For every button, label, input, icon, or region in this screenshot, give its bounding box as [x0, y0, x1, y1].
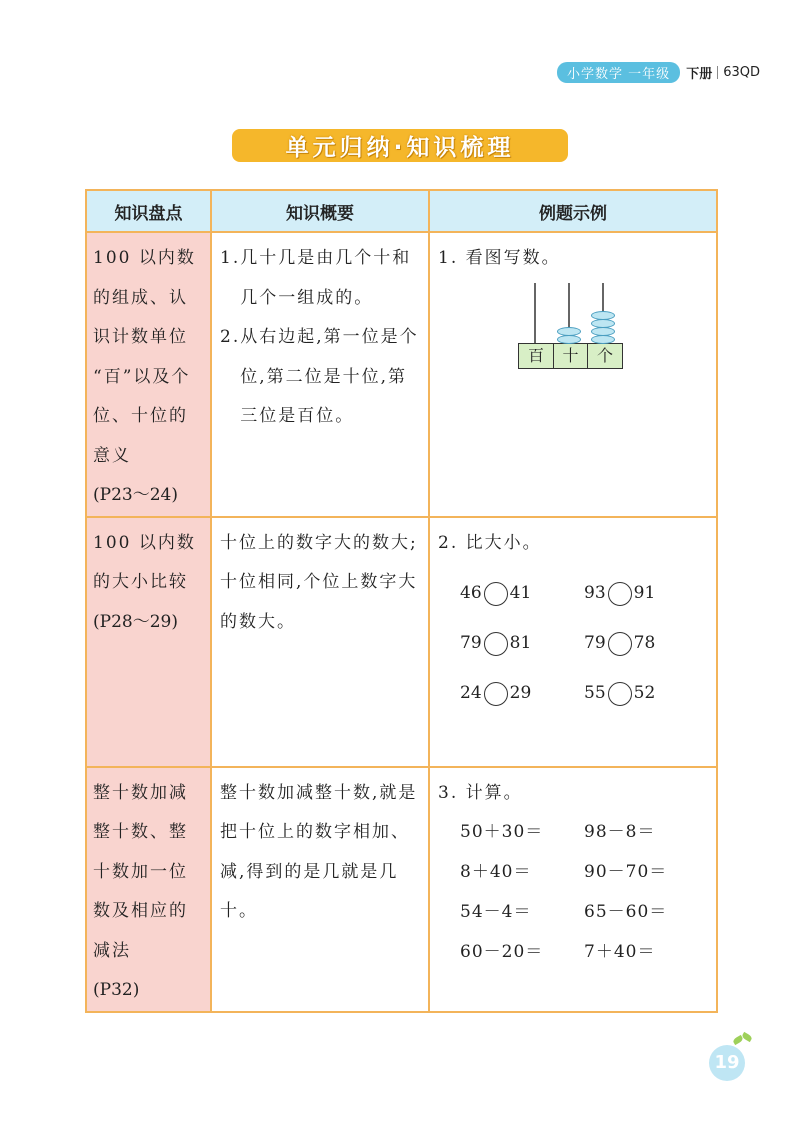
- answer-circle[interactable]: [608, 682, 632, 706]
- compare-right: 81: [509, 633, 532, 654]
- compare-left: 93: [584, 583, 606, 604]
- example-cell: [429, 767, 717, 1012]
- page-reference: (P32): [93, 980, 140, 1000]
- compare-item: [460, 674, 584, 714]
- calc-row: [460, 853, 708, 893]
- calc-problem: 65－60＝: [584, 902, 668, 923]
- summary-text: 十位上的数字大的数大;十位相同,个位上数字大的数大。: [220, 532, 418, 632]
- compare-item: [584, 574, 708, 614]
- page-title: 单元归纳·知识梳理: [285, 135, 515, 161]
- compare-left: 24: [460, 683, 482, 704]
- calc-grid: [460, 813, 708, 973]
- calc-problem: 7＋40＝: [584, 942, 656, 963]
- compare-left: 79: [460, 633, 482, 654]
- category-line: 的大小比较: [93, 572, 188, 592]
- category-cell: [86, 767, 211, 1012]
- category-line: 减法: [93, 940, 131, 961]
- page-header: [557, 62, 760, 82]
- compare-right: 91: [633, 583, 656, 604]
- compare-left: 55: [584, 683, 606, 704]
- page-number: 19: [709, 1045, 745, 1081]
- summary-item: [220, 318, 420, 437]
- compare-right: 52: [633, 683, 656, 704]
- category-line: 数及相应的: [93, 901, 188, 921]
- answer-circle[interactable]: [484, 682, 508, 706]
- item-text: 几十几是由几个十和几个一组成的。: [240, 248, 412, 308]
- calc-problem: 8＋40＝: [460, 862, 532, 883]
- calc-problem: 54－4＝: [460, 902, 532, 923]
- compare-grid: [460, 569, 708, 719]
- page-reference: (P28～29): [93, 611, 178, 632]
- item-number: 2.: [220, 327, 241, 347]
- calc-row: [460, 933, 708, 973]
- volume-label: 下册: [686, 66, 713, 82]
- example-title: 1. 看图写数。: [438, 248, 561, 268]
- calc-problem: 50＋30＝: [460, 822, 544, 843]
- category-line: 位、十位的: [93, 406, 188, 426]
- calc-problem: 98－8＝: [584, 822, 656, 843]
- compare-item: [460, 624, 584, 664]
- abacus-bead: [557, 335, 581, 344]
- table-row: [86, 517, 717, 767]
- leaf-icon: [741, 1032, 753, 1042]
- abacus-bead: [557, 327, 581, 336]
- compare-left: 79: [584, 633, 606, 654]
- abacus-bead: [591, 335, 615, 344]
- example-title: 3. 计算。: [438, 782, 523, 803]
- place-label-tens: 十: [553, 343, 589, 369]
- abacus-rod-hundreds: [534, 283, 536, 345]
- example-cell: [429, 232, 717, 517]
- category-cell: [86, 517, 211, 767]
- calc-row: [460, 813, 708, 853]
- category-line: 识计数单位: [93, 327, 188, 347]
- abacus-figure: [518, 283, 628, 373]
- compare-row: [460, 619, 708, 669]
- category-line: “百”以及个: [93, 366, 191, 387]
- place-label-hundreds: 百: [518, 343, 554, 369]
- compare-item: [584, 624, 708, 664]
- summary-text: 整十数加减整十数,就是把十位上的数字相加、减,得到的是几就是几十。: [220, 782, 418, 921]
- compare-left: 46: [460, 583, 482, 604]
- calc-row: [460, 893, 708, 933]
- item-text: 从右边起,第一位是个位,第二位是十位,第三位是百位。: [240, 327, 419, 426]
- category-line: 的组成、认: [93, 287, 188, 308]
- compare-row: [460, 669, 708, 719]
- compare-row: [460, 569, 708, 619]
- compare-right: 41: [509, 583, 532, 604]
- category-line: 100 以内数: [93, 532, 196, 553]
- table-header-row: [86, 190, 717, 232]
- item-number: 1.: [220, 248, 241, 268]
- abacus-bead: [591, 319, 615, 328]
- column-header-summary: 知识概要: [211, 190, 429, 232]
- table-row: [86, 767, 717, 1012]
- calc-problem: 60－20＝: [460, 942, 544, 963]
- category-line: 整十数加减: [93, 782, 188, 803]
- compare-item: [460, 574, 584, 614]
- table-row: [86, 232, 717, 517]
- category-line: 十数加一位: [93, 861, 188, 882]
- compare-right: 29: [509, 683, 532, 704]
- place-label-ones: 个: [587, 343, 623, 369]
- summary-item: [220, 239, 420, 318]
- answer-circle[interactable]: [608, 582, 632, 606]
- category-line: 意义: [93, 445, 131, 466]
- category-line: 整十数、整: [93, 822, 188, 842]
- subject-badge: 小学数学 一年级: [557, 62, 680, 83]
- example-cell: [429, 517, 717, 767]
- category-line: 100 以内数: [93, 248, 196, 268]
- header-divider: [717, 66, 718, 79]
- summary-cell: [211, 767, 429, 1012]
- knowledge-table: [85, 189, 718, 1013]
- answer-circle[interactable]: [484, 632, 508, 656]
- answer-circle[interactable]: [484, 582, 508, 606]
- compare-item: [584, 674, 708, 714]
- abacus-bead: [591, 311, 615, 320]
- category-cell: [86, 232, 211, 517]
- title-banner: [232, 129, 568, 162]
- example-title: 2. 比大小。: [438, 532, 542, 553]
- answer-circle[interactable]: [608, 632, 632, 656]
- compare-right: 78: [633, 633, 656, 654]
- column-header-category: 知识盘点: [86, 190, 211, 232]
- summary-cell: [211, 232, 429, 517]
- calc-problem: 90－70＝: [584, 862, 668, 883]
- edition-code: 63QD: [723, 64, 760, 80]
- page-reference: (P23～24): [93, 485, 178, 505]
- abacus-place-labels: [518, 343, 622, 369]
- summary-cell: [211, 517, 429, 767]
- column-header-example: 例题示例: [429, 190, 717, 232]
- abacus-bead: [591, 327, 615, 336]
